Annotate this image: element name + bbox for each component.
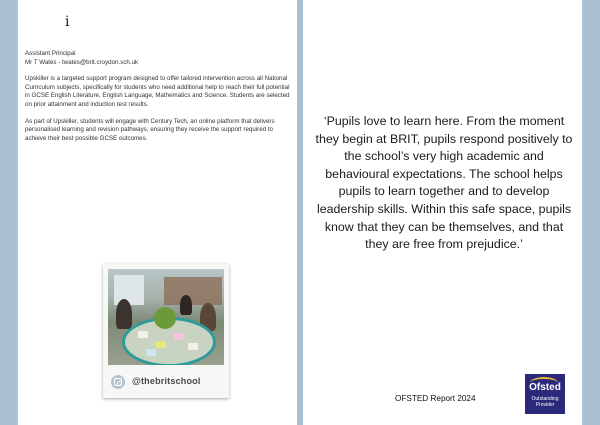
page-mark: i: [65, 14, 70, 30]
right-page: [303, 0, 582, 425]
instagram-icon[interactable]: [111, 375, 125, 389]
century-tech-paragraph: As part of Upskiller, students will engage with Century Tech, an online platform that delivers personalised learning and revision pathways, ensuring they receive the support required to achieve their best possible GCSE outcomes.: [25, 117, 275, 142]
classroom-photo: [108, 269, 224, 365]
badge-line2: Provider: [535, 402, 555, 408]
contact-role: Assistant Principal: [25, 50, 76, 57]
ofsted-quote: ‘Pupils love to learn here. From the moment they begin at BRIT, pupils respond positively to the school’s very high academic and behavioural expectations. The school helps pupils to learn together and to develop leadership skills. Within this safe space, pupils know that they can be themselves, and that they are free from prejudice.’: [315, 114, 573, 252]
instagram-handle[interactable]: @thebritschool: [132, 376, 201, 386]
report-label: OFSTED Report 2024: [395, 394, 476, 403]
intro-paragraph: Upskiller is a targeted support program designed to offer tailored intervention across all National Curriculum subjects, specifically for students who need additional help to reach their full potential in GCSE English Literature, English Language, Mathematics and Science. Students are selected on prior attainment and induction test results.: [25, 75, 290, 108]
ofsted-badge: [525, 374, 565, 414]
photo-caption: [109, 373, 223, 393]
left-page: [18, 0, 297, 425]
badge-name: Ofsted: [529, 382, 561, 393]
badge-line1: Outstanding: [531, 396, 559, 402]
contact-block: [25, 50, 293, 151]
contact-name-email: Mr T Wates - twates@brit.croydon.sch.uk: [25, 58, 139, 66]
classroom-polaroid: [103, 264, 229, 398]
